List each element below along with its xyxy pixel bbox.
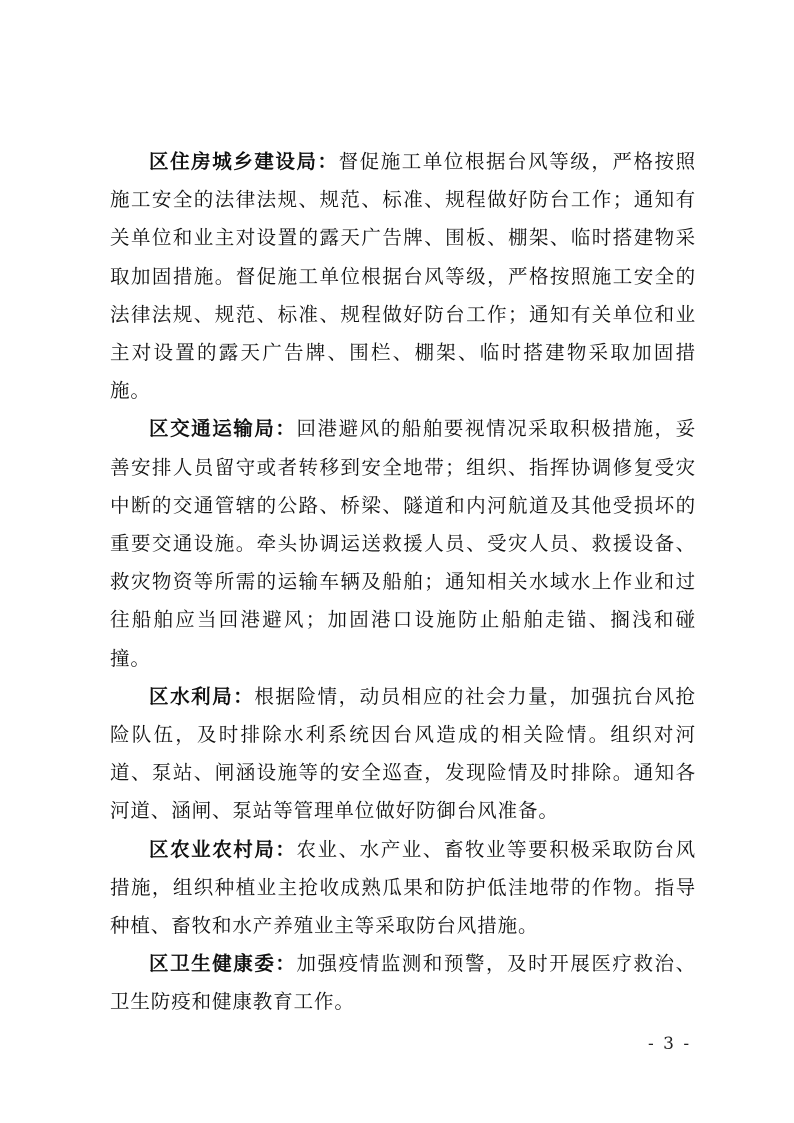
paragraph-text: 回港避风的船舶要视情况采取积极措施，妥善安排人员留守或者转移到安全地带；组织、指挥协调修复受灾中断的交通管辖的公路、桥梁、隧道和内河航道及其他受损坏的重要交通设施。牵头协调运送救援人员、受灾人员、救援设备、救灾物资等所需的运输车辆及船舶；通知相关水域水上作业和过往船舶应当回港避风；加固港口设施防止船舶走锚、搁浅和碰撞。 bbox=[110, 417, 696, 670]
paragraph-text: 农业、水产业、畜牧业等要积极采取防台风措施，组织种植业主抢收成熟瓜果和防护低洼地带的作物。指导种植、畜牧和水产养殖业主等采取防台风措施。 bbox=[110, 837, 696, 938]
page-number: - 3 - bbox=[648, 1034, 692, 1054]
paragraph-text: 加强疫情监测和预警，及时开展医疗救治、卫生防疫和健康教育工作。 bbox=[110, 952, 696, 1014]
paragraph-lead: 区卫生健康委： bbox=[149, 952, 297, 976]
paragraph-agriculture bbox=[110, 831, 696, 946]
paragraph-health bbox=[110, 945, 696, 1021]
document-body bbox=[110, 143, 696, 1022]
paragraph-transportation bbox=[110, 410, 696, 677]
paragraph-text: 根据险情，动员相应的社会力量，加强抗台风抢险队伍，及时排除水利系统因台风造成的相关险情。组织对河道、泵站、闸涵设施等的安全巡查，发现险情及时排除。通知各河道、涵闸、泵站等管理单位做好防御台风准备。 bbox=[110, 684, 696, 823]
paragraph-lead: 区农业农村局： bbox=[149, 837, 297, 861]
paragraph-housing-construction bbox=[110, 143, 696, 410]
paragraph-lead: 区住房城乡建设局： bbox=[149, 150, 339, 173]
paragraph-text: 督促施工单位根据台风等级，严格按照施工安全的法律法规、规范、标准、规程做好防台工作；通知有关单位和业主对设置的露天广告牌、围板、棚架、临时搭建物采取加固措施。督促施工单位根据台风等级，严格按照施工安全的法律法规、规范、标准、规程做好防台工作；通知有关单位和业主对设置的露天广告牌、围栏、棚架、临时搭建物采取加固措施。 bbox=[110, 150, 696, 403]
paragraph-lead: 区交通运输局： bbox=[149, 417, 297, 441]
paragraph-lead: 区水利局： bbox=[149, 684, 255, 708]
paragraph-water-resources bbox=[110, 678, 696, 831]
